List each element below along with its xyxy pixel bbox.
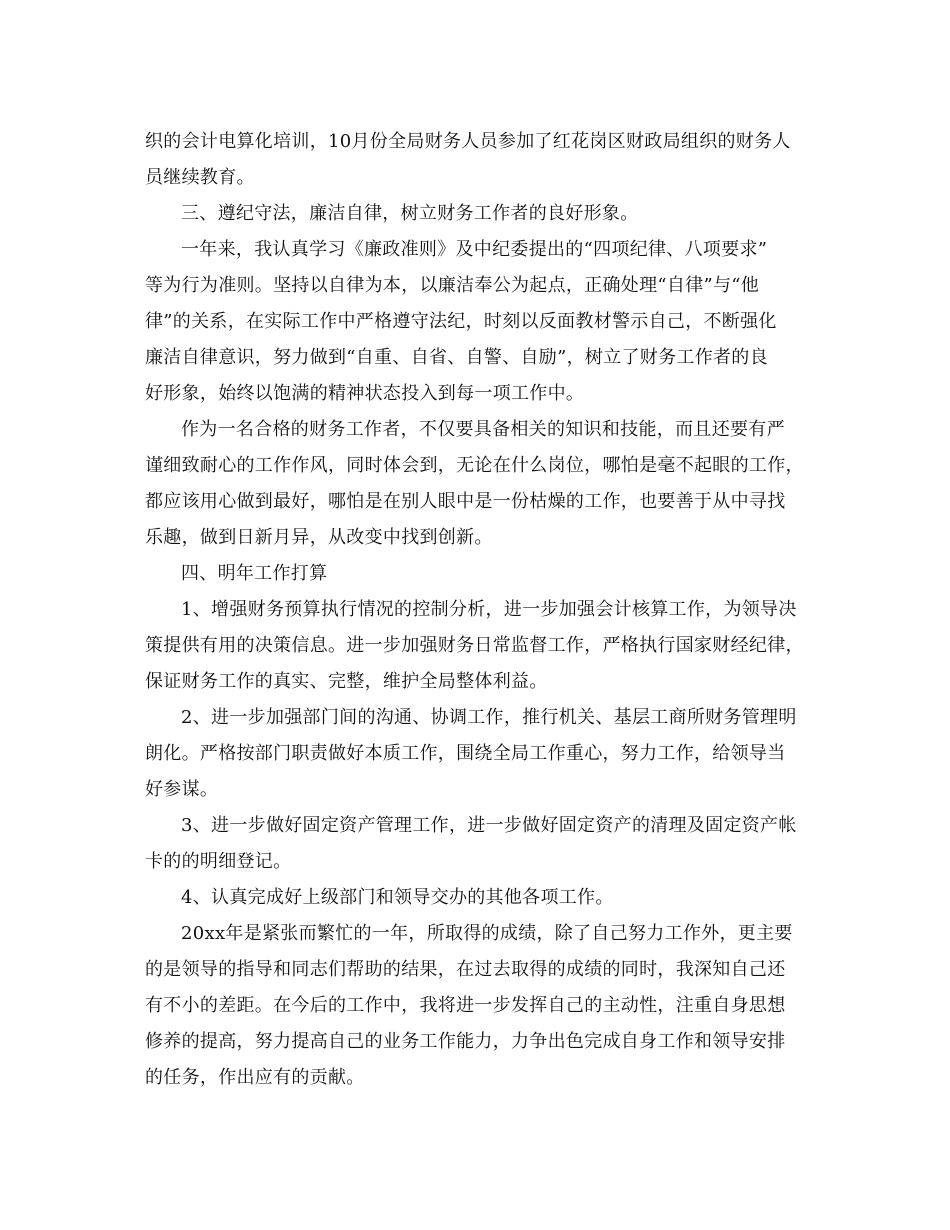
text-line: 乐趣，做到日新月异，从改变中找到创新。	[145, 527, 493, 548]
text-line: 等为行为准则。坚持以自律为本，以廉洁奉公为起点，正确处理“自律”与“他	[145, 275, 760, 296]
text-line: 员继续教育。	[145, 167, 255, 188]
document-body	[145, 124, 805, 1096]
text-line: 谨细致耐心的工作作风，同时体会到，无论在什么岗位，哪怕是毫不起眼的工作，	[145, 455, 804, 476]
text-line: 廉洁自律意识，努力做到“自重、自省、自警、自励”，树立了财务工作者的良	[145, 347, 768, 368]
text-line: 好形象，始终以饱满的精神状态投入到每一项工作中。	[145, 383, 585, 404]
text-line: 的任务，作出应有的贡献。	[145, 1067, 365, 1088]
text-line: 20xx年是紧张而繁忙的一年，所取得的成绩，除了自己努力工作外，更主要	[181, 923, 793, 944]
text-line: 都应该用心做到最好，哪怕是在别人眼中是一份枯燥的工作，也要善于从中寻找	[145, 491, 786, 512]
text-line: 一年来，我认真学习《廉政准则》及中纪委提出的“四项纪律、八项要求”	[181, 239, 768, 260]
text-line: 卡的的明细登记。	[145, 851, 292, 872]
text-line: 作为一名合格的财务工作者，不仅要具备相关的知识和技能，而且还要有严	[181, 419, 785, 440]
list-item: 4、认真完成好上级部门和领导交办的其他各项工作。	[181, 887, 614, 908]
text-line: 律”的关系，在实际工作中严格遵守法纪，时刻以反面教材警示自己，不断强化	[145, 311, 777, 332]
text-line: 好参谋。	[145, 779, 219, 800]
list-item: 3、进一步做好固定资产管理工作，进一步做好固定资产的清理及固定资产帐	[181, 815, 797, 836]
list-item: 1、增强财务预算执行情况的控制分析，进一步加强会计核算工作，为领导决	[181, 599, 797, 620]
text-line: 策提供有用的决策信息。进一步加强财务日常监督工作，严格执行国家财经纪律，	[145, 635, 804, 656]
text-line: 有不小的差距。在今后的工作中，我将进一步发挥自己的主动性，注重自身思想	[145, 995, 786, 1016]
text-line: 织的会计电算化培训，10月份全局财务人员参加了红花岗区财政局组织的财务人	[145, 131, 791, 152]
text-line: 修养的提高，努力提高自己的业务工作能力，力争出色完成自身工作和领导安排	[145, 1031, 786, 1052]
section-heading: 三、遵纪守法，廉洁自律，树立财务工作者的良好形象。	[181, 203, 639, 224]
text-line: 朗化。严格按部门职责做好本质工作，围绕全局工作重心，努力工作，给领导当	[145, 743, 786, 764]
list-item: 2、进一步加强部门间的沟通、协调工作，推行机关、基层工商所财务管理明	[181, 707, 797, 728]
section-heading: 四、明年工作打算	[181, 563, 328, 584]
text-line: 保证财务工作的真实、完整，维护全局整体利益。	[145, 671, 548, 692]
text-line: 的是领导的指导和同志们帮助的结果，在过去取得的成绩的同时，我深知自己还	[145, 959, 786, 980]
